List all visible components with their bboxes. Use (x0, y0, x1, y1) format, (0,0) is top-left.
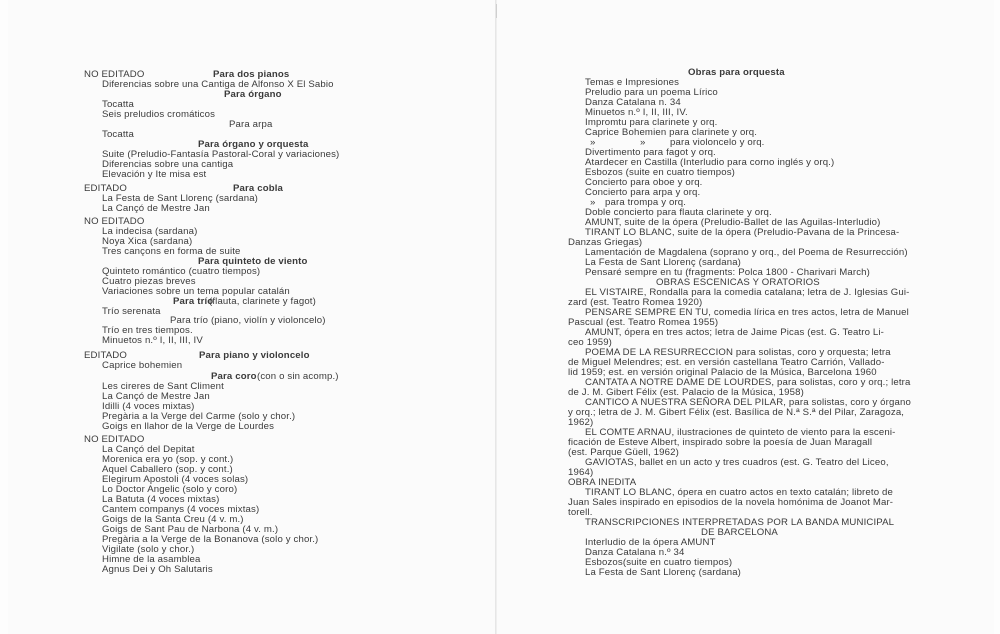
text-line: (flauta, clarinete y fagot) (209, 296, 316, 307)
left-page (8, 0, 495, 634)
text-line: Diferencias sobre una cantiga (102, 159, 234, 170)
text-line: Trío serenata (102, 306, 161, 317)
text-line: Tocatta (102, 99, 134, 110)
text-line: » (590, 197, 596, 208)
text-line: Agnus Dei y Oh Salutaris (102, 564, 213, 575)
text-line: zard (est. Teatro Romea 1920) (568, 297, 703, 308)
text-line: La Festa de Sant Llorenç (sardana) (102, 193, 259, 204)
text-line: Para trío (piano, violín y violoncelo) (170, 315, 326, 326)
section-heading: Para órgano (224, 89, 282, 100)
text-line: La Cançó de Mestre Jan (102, 391, 210, 402)
text-line: Atardecer en Castilla (Interludio para corno inglés y orq.) (585, 157, 835, 168)
text-line: EDITADO (84, 183, 127, 194)
text-line: Esbozos (suite en cuatro tiempos) (585, 167, 735, 178)
text-line: ceo 1959) (568, 337, 613, 348)
text-line: Caprice Bohemien para clarinete y orq. (585, 127, 758, 138)
text-line: 1964) (568, 467, 594, 478)
section-heading: Para cobla (233, 183, 284, 194)
text-line: Idilli (4 voces mixtas) (102, 401, 195, 412)
text-line: Elevación y Ite misa est (102, 169, 207, 180)
text-line: PENSARE SEMPRE EN TU, comedia lírica en tres actos, letra de Manuel (585, 307, 909, 318)
text-line: TIRANT LO BLANC, suite de la ópera (Preludio-Pavana de la Princesa- (585, 227, 900, 238)
text-line: Danza Catalana n. 34 (585, 97, 681, 108)
text-line: EL COMTE ARNAU, ilustraciones de quinteto de viento para la esceni- (585, 427, 896, 438)
text-line: Danza Catalana n.º 34 (585, 547, 685, 558)
text-line: de Miguel Melendres; est. en versión castellana Teatro Carrión, Vallado- (568, 357, 885, 368)
text-line: Juan Sales inspirado en episodios de la novela homónima de Joanot Mar- (568, 497, 894, 508)
text-line: Doble concierto para flauta clarinete y orq. (585, 207, 772, 218)
text-line: Lamentación de Magdalena (soprano y orq., del Poema de Resurrección) (585, 247, 908, 258)
text-line: Seis preludios cromáticos (102, 109, 216, 120)
text-line: OBRAS ESCENICAS Y ORATORIOS (656, 277, 820, 288)
text-line: NO EDITADO (84, 434, 145, 445)
text-line: Minuetos n.º I, II, III, IV. (585, 107, 688, 118)
text-line: La indecisa (sardana) (102, 226, 198, 237)
text-line: (est. Parque Güell, 1962) (568, 447, 679, 458)
text-line: GAVIOTAS, ballet en un acto y tres cuadros (est. G. Teatro del Liceo, (585, 457, 889, 468)
text-line: Minuetos n.º I, II, III, IV (102, 335, 203, 346)
text-line: Variaciones sobre un tema popular catalán (102, 286, 290, 297)
text-line: POEMA DE LA RESURRECCION para solistas, coro y orquesta; letra (585, 347, 891, 358)
text-line: Caprice bohemien (102, 360, 183, 371)
text-line: Les cireres de Sant Climent (102, 381, 224, 392)
section-heading: Para quinteto de viento (198, 256, 308, 267)
text-line: Temas e Impresiones (585, 77, 680, 88)
text-line: Quinteto romántico (cuatro tiempos) (102, 266, 261, 277)
text-line: EDITADO (84, 350, 127, 361)
text-line: Vigilate (solo y chor.) (102, 544, 195, 555)
text-line: DE BARCELONA (701, 527, 778, 538)
text-line: torell. (568, 507, 593, 518)
text-line: Divertimento para fagot y orq. (585, 147, 716, 158)
text-line: Cantem companys (4 voces mixtas) (102, 504, 260, 515)
text-line: Preludio para un poema Lírico (585, 87, 718, 98)
text-line: de J. M. Gibert Félix (est. Palacio de la Música, 1958) (568, 387, 804, 398)
text-line: La Cançó del Depitat (102, 444, 195, 455)
text-line: para trompa y orq. (605, 197, 687, 208)
text-line: Elegirum Apostoli (4 voces solas) (102, 474, 249, 485)
text-line: La Festa de Sant Llorenç (sardana) (585, 257, 742, 268)
text-line: EL VISTAIRE, Rondalla para la comedia catalana; letra de J. Iglesias Gui- (585, 287, 910, 298)
text-line: CANTATA A NOTRE DAME DE LOURDES, para solistas, coro y orq.; letra (585, 377, 911, 388)
text-line: Danzas Griegas) (568, 237, 643, 248)
text-line: Goigs en llahor de la Verge de Lourdes (102, 421, 275, 432)
text-line: Morenica era yo (sop. y cont.) (102, 454, 234, 465)
text-line: Goigs de Sant Pau de Narbona (4 v. m.) (102, 524, 279, 535)
section-heading: Para trío (173, 296, 214, 307)
text-line: 1962) (568, 417, 594, 428)
text-line: La Batuta (4 voces mixtas) (102, 494, 220, 505)
text-line: lid 1959; est. en versión original Palacio de la Música, Barcelona 1960 (568, 367, 877, 378)
section-heading: Para dos pianos (213, 69, 290, 80)
text-line: Himne de la asamblea (102, 554, 201, 565)
text-line: TRANSCRIPCIONES INTERPRETADAS POR LA BANDA MUNICIPAL (585, 517, 895, 528)
text-line: AMUNT, suite de la ópera (Preludio-Ballet de las Aguilas-Interludio) (585, 217, 881, 228)
text-line: AMUNT, ópera en tres actos; letra de Jaime Picas (est. G. Teatro Li- (585, 327, 885, 338)
text-line: NO EDITADO (84, 216, 145, 227)
text-line: La Cançó de Mestre Jan (102, 203, 210, 214)
section-heading: Obras para orquesta (688, 67, 785, 78)
text-line: Tres cançons en forma de suite (102, 246, 241, 257)
text-line: Para arpa (229, 119, 273, 130)
text-line: CANTICO A NUESTRA SEÑORA DEL PILAR, para solistas, coro y órgano (585, 397, 911, 408)
text-line: Goigs de la Santa Creu (4 v. m.) (102, 514, 244, 525)
section-heading: Para coro (211, 371, 257, 382)
section-heading: Para piano y violoncelo (199, 350, 310, 361)
text-line: Concierto para oboe y orq. (585, 177, 703, 188)
text-line: (con o sin acomp.) (257, 371, 339, 382)
section-heading: Para órgano y orquesta (198, 139, 309, 150)
text-line: y orq.; letra de J. M. Gibert Félix (est. Basílica de N.ª S.ª del Pilar, Zaragoza, (568, 407, 905, 418)
text-line: Concierto para arpa y orq. (585, 187, 701, 198)
text-line: Pensaré sempre en tu (fragments: Polca 1800 - Charivari March) (585, 267, 870, 278)
text-line: Pregària a la Verge de la Bonanova (solo y chor.) (102, 534, 319, 545)
text-line: » (590, 137, 596, 148)
text-line: Trío en tres tiempos. (102, 325, 193, 336)
text-line: Interludio de la ópera AMUNT (585, 537, 716, 548)
text-line: Lo Doctor Angelic (solo y coro) (102, 484, 238, 495)
text-line: Tocatta (102, 129, 134, 140)
text-line: TIRANT LO BLANC, ópera en cuatro actos en texto catalán; libreto de (585, 487, 893, 498)
text-line: Aquel Caballero (sop. y cont.) (102, 464, 233, 475)
text-line: NO EDITADO (84, 69, 145, 80)
text-line: Pascual (est. Teatro Romea 1955) (568, 317, 719, 328)
text-line: Diferencias sobre una Cantiga de Alfonso X El Sabio (102, 79, 334, 90)
text-line: Impromtu para clarinete y orq. (585, 117, 718, 128)
text-line: Suite (Preludio-Fantasía Pastoral-Coral y variaciones) (102, 149, 340, 160)
text-line: Esbozos(suite en cuatro tiempos) (585, 557, 733, 568)
right-page (497, 0, 994, 634)
text-line: OBRA INEDITA (568, 477, 637, 488)
text-line: Cuatro piezas breves (102, 276, 196, 287)
text-line: para violoncelo y orq. (670, 137, 765, 148)
text-line: Pregària a la Verge del Carme (solo y chor.) (102, 411, 296, 422)
text-line: » (640, 137, 646, 148)
text-line: La Festa de Sant Llorenç (sardana) (585, 567, 742, 578)
text-line: Noya Xica (sardana) (102, 236, 193, 247)
text-line: ficación de Esteve Albert, inspirado sobre la poesía de Juan Maragall (568, 437, 873, 448)
